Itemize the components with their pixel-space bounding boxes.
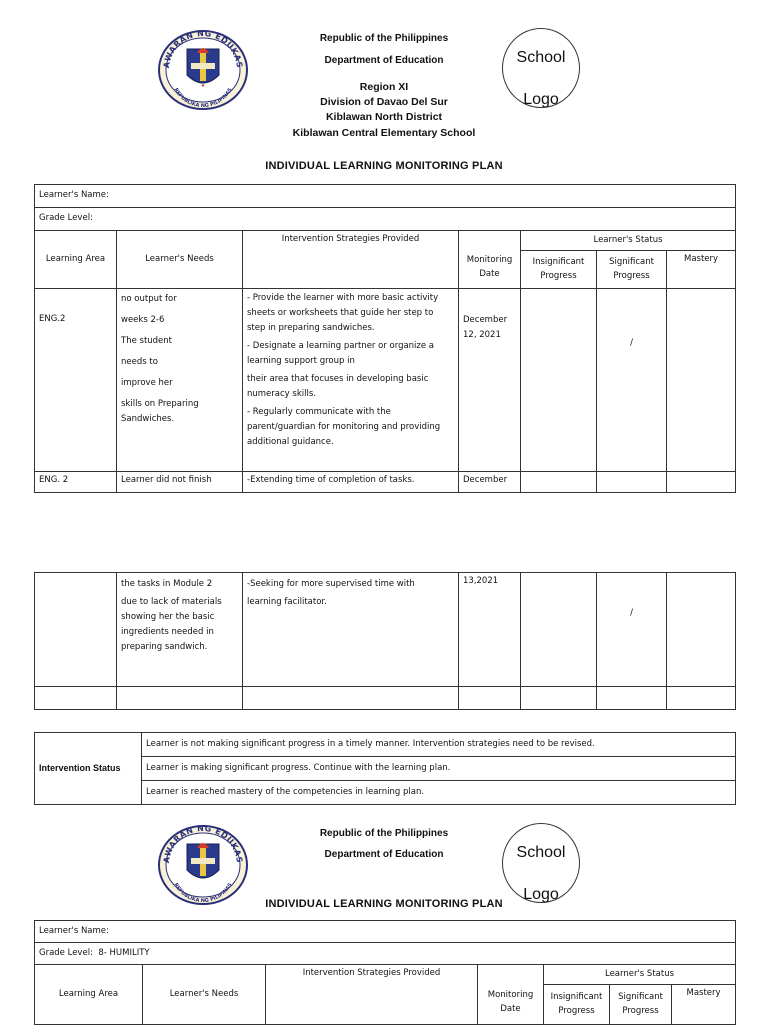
- page2-col-intervention: Intervention Strategies Provided: [266, 965, 478, 1025]
- row1-mastery: [667, 289, 736, 472]
- header-school: Kiblawan Central Elementary School: [292, 127, 476, 139]
- header-department: Department of Education: [324, 55, 444, 66]
- intervention-status-table: [34, 732, 736, 805]
- page2-learner-name-field[interactable]: Learner's Name:: [35, 921, 736, 943]
- status-option-continue[interactable]: Learner is making significant progress. Continue with the learning plan.: [142, 757, 736, 781]
- col-significant: Significant Progress: [597, 251, 667, 289]
- plan-title: INDIVIDUAL LEARNING MONITORING PLAN: [265, 160, 503, 172]
- school-logo-placeholder: School Logo: [502, 28, 580, 108]
- svg-text:REPUBLIKA NG PILIPINAS: REPUBLIKA NG PILIPINAS: [172, 87, 234, 110]
- row2-significant: /: [597, 573, 667, 687]
- page2-plan-title: INDIVIDUAL LEARNING MONITORING PLAN: [265, 898, 503, 910]
- svg-text:★: ★: [200, 83, 206, 89]
- row2-date-first: December: [459, 472, 521, 493]
- page2-header-republic: Republic of the Philippines: [319, 828, 449, 839]
- monitoring-table-continued: [34, 572, 736, 710]
- header-division: Division of Davao Del Sur: [320, 96, 448, 108]
- row2-strategy-cont: -Seeking for more supervised time with learning facilitator.: [243, 573, 459, 687]
- row2-strategy-first: -Extending time of completion of tasks.: [243, 472, 459, 493]
- col-learners-needs: Learner's Needs: [117, 231, 243, 289]
- page2-col-significant: Significant Progress: [610, 985, 672, 1025]
- row1-insignificant: [521, 289, 597, 472]
- page2-grade-level-value: 8- HUMILITY: [98, 947, 150, 958]
- page2-col-monitoring-date: Monitoring Date: [478, 965, 544, 1025]
- page2-col-learning-area: Learning Area: [35, 965, 143, 1025]
- col-learners-status: Learner's Status: [521, 231, 736, 251]
- intervention-status-label: Intervention Status: [35, 733, 142, 805]
- col-mastery: Mastery: [667, 251, 736, 289]
- col-learning-area: Learning Area: [35, 231, 117, 289]
- page2-monitoring-table: [34, 920, 736, 1025]
- learner-name-field[interactable]: Learner's Name:: [35, 185, 736, 208]
- row1-date: December 12, 2021: [459, 289, 521, 472]
- col-monitoring-date: Monitoring Date: [459, 231, 521, 289]
- row1-needs: no output for weeks 2-6 The student needs to improve her skills on Preparing Sandwiches.: [117, 289, 243, 472]
- svg-text:KAGAWARAN NG EDUKASYON: AWARAN NG EDUKAS: [161, 29, 245, 69]
- row1-significant: /: [597, 289, 667, 472]
- school-logo-placeholder-page2: School Logo: [502, 823, 580, 903]
- row1-strategies: - Provide the learner with more basic activity sheets or worksheets that guide her step to step in preparing sandwiches. - Designate a learning partner or organize a learning support group in their area that focuses in developing basic numeracy skills. - Regularly communicate with the parent/guardian for monitoring and providing additional guidance.: [243, 289, 459, 472]
- header-district: Kiblawan North District: [325, 111, 443, 123]
- status-option-revise[interactable]: Learner is not making significant progress in a timely manner. Intervention strategies need to be revised.: [142, 733, 736, 757]
- grade-level-field[interactable]: Grade Level:: [35, 208, 736, 231]
- page2-col-learners-needs: Learner's Needs: [143, 965, 266, 1025]
- row2-needs-first: Learner did not finish: [117, 472, 243, 493]
- page2-grade-level-field[interactable]: Grade Level: 8- HUMILITY: [35, 943, 736, 965]
- row2-needs-cont: the tasks in Module 2 due to lack of materials showing her the basic ingredients needed in preparing sandwich.: [117, 573, 243, 687]
- svg-text:KAGAWARAN NG EDUKASYON: AWARAN NG EDUKAS: [161, 824, 245, 864]
- page2-col-learners-status: Learner's Status: [544, 965, 736, 985]
- page2-header-department: Department of Education: [324, 849, 444, 860]
- svg-text:REPUBLIKA NG PILIPINAS: REPUBLIKA NG PILIPINAS: [172, 882, 234, 905]
- status-option-mastery[interactable]: Learner is reached mastery of the competencies in learning plan.: [142, 781, 736, 805]
- row2-date-cont: 13,2021: [459, 573, 521, 687]
- col-insignificant: Insignificant Progress: [521, 251, 597, 289]
- row1-area: ENG.2: [35, 289, 117, 472]
- header-region: Region XI: [359, 81, 409, 93]
- col-intervention: Intervention Strategies Provided: [243, 231, 459, 289]
- page2-col-mastery: Mastery: [672, 985, 736, 1025]
- monitoring-table: [34, 184, 736, 493]
- page2-col-insignificant: Insignificant Progress: [544, 985, 610, 1025]
- row2-area: ENG. 2: [35, 472, 117, 493]
- header-republic: Republic of the Philippines: [319, 33, 449, 44]
